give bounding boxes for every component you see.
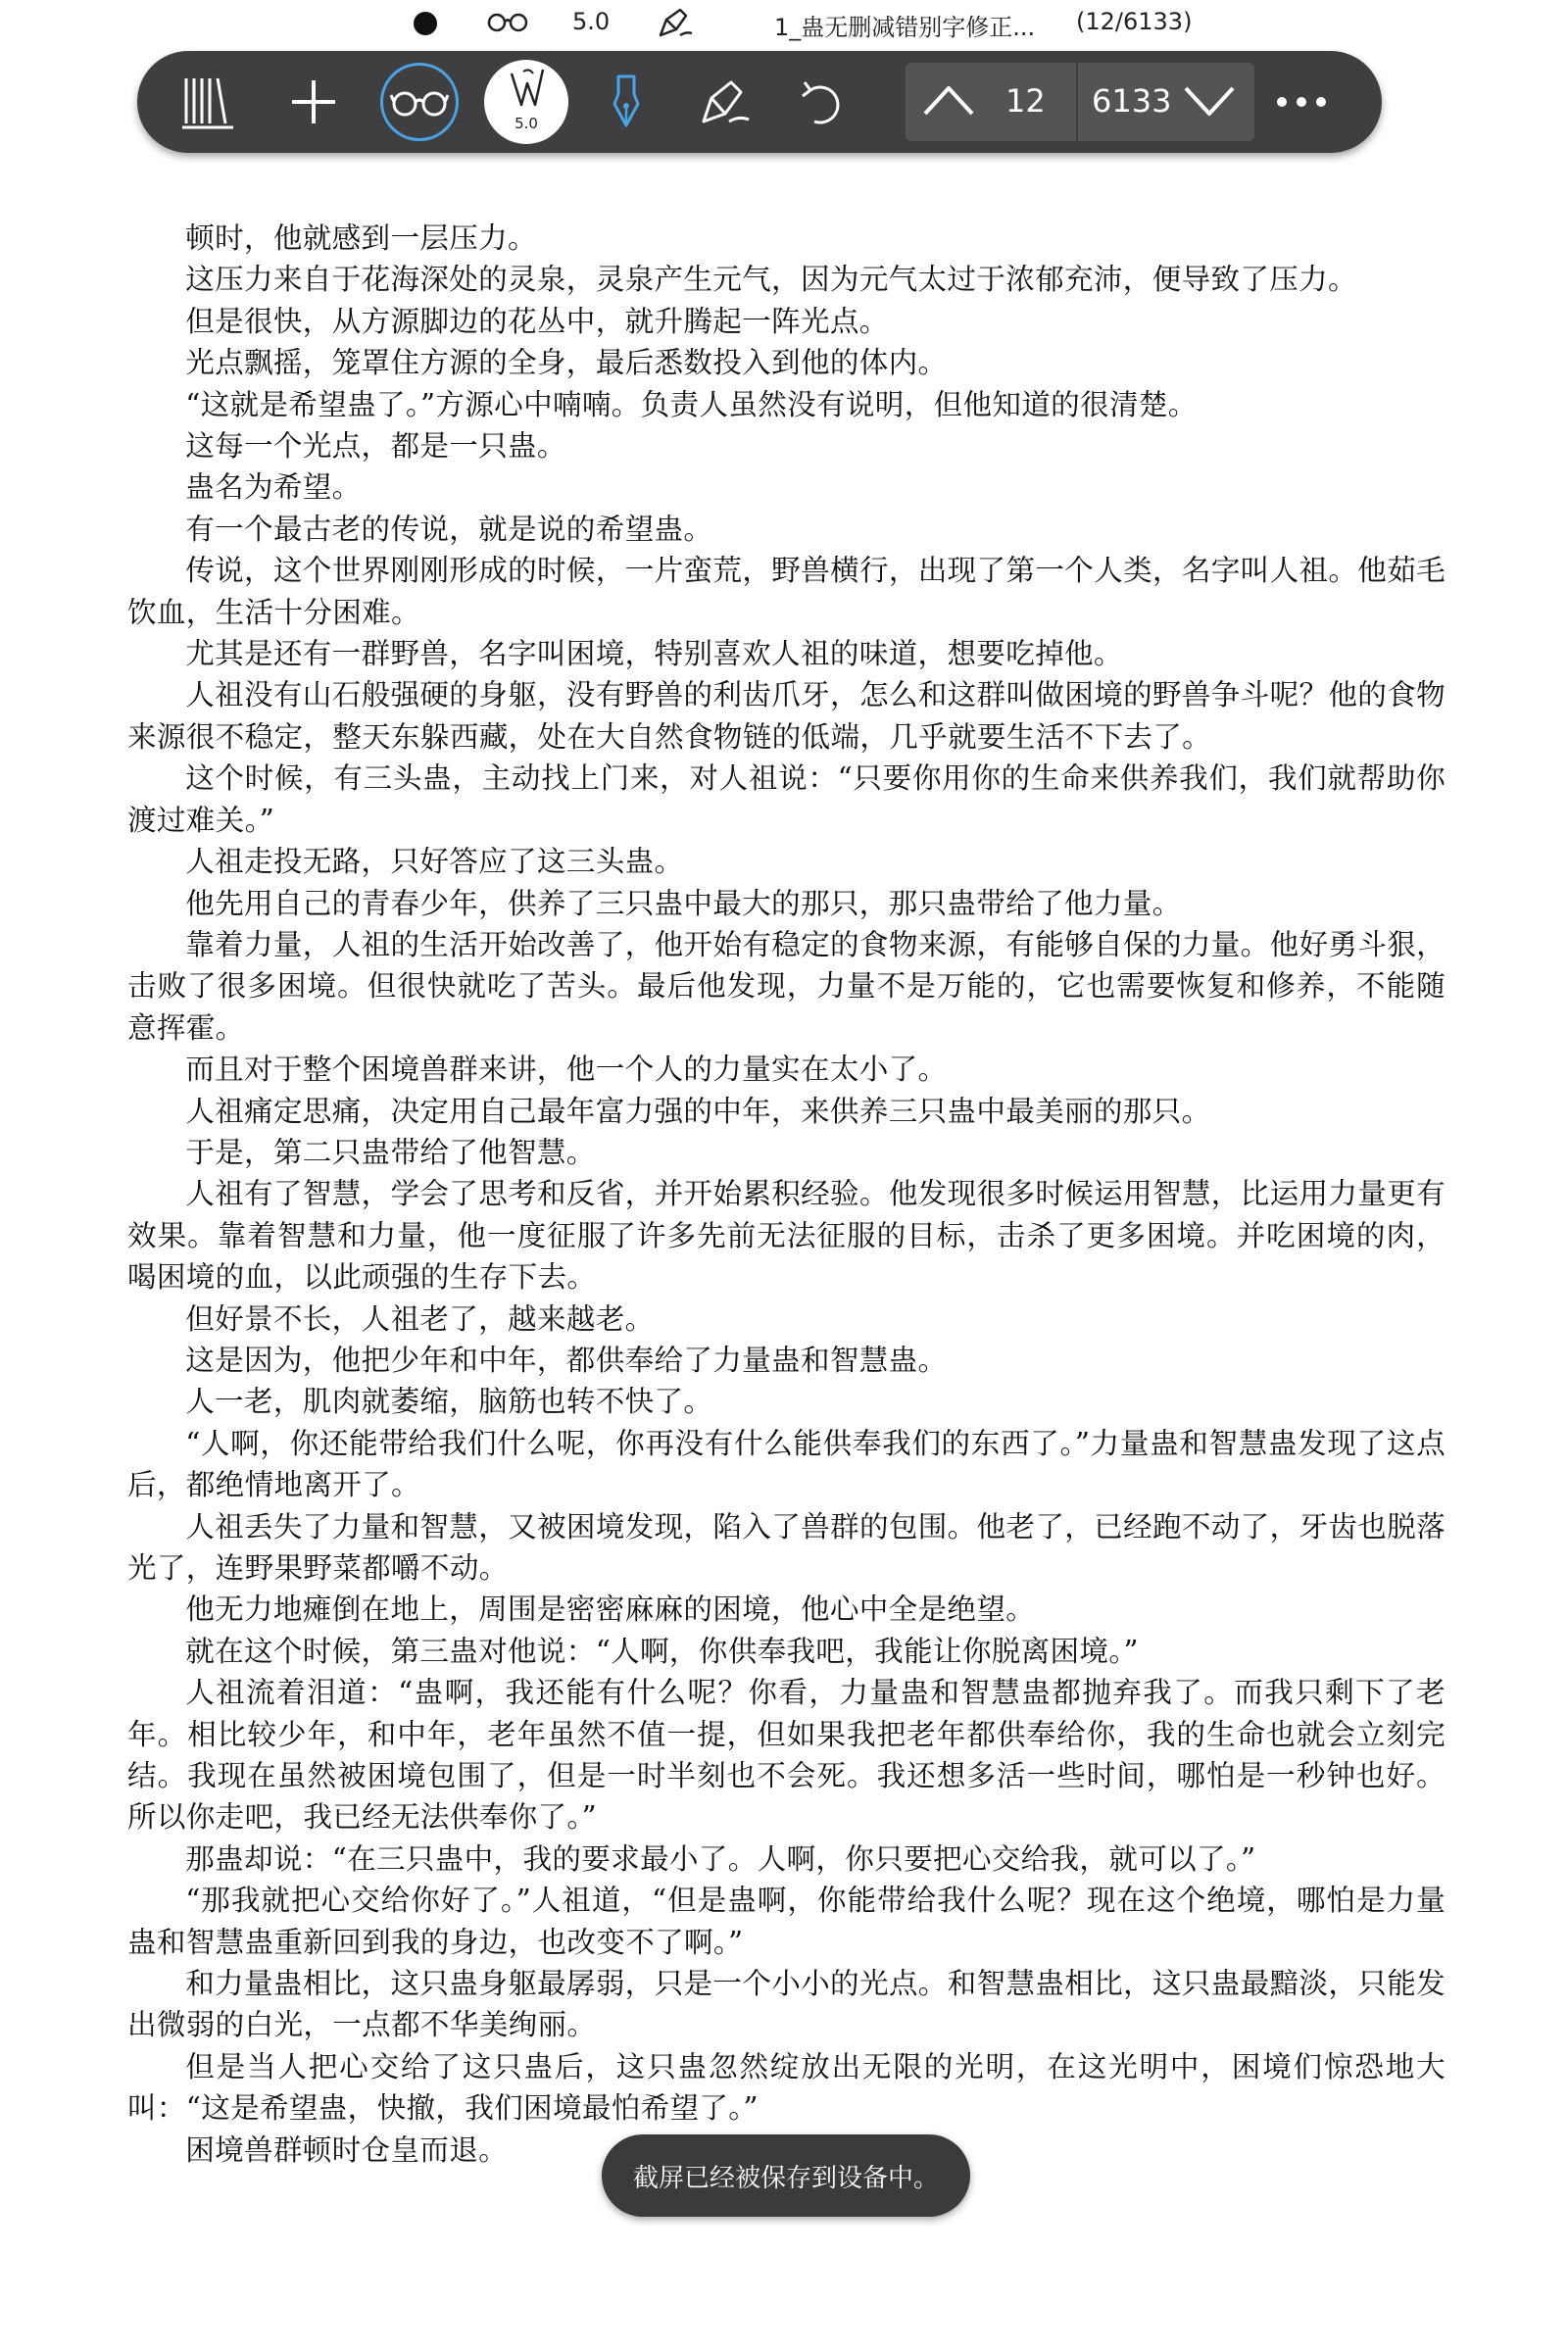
paragraph: 人祖痛定思痛，决定用自己最年富力强的中年，来供养三只蛊中最美丽的那只。 — [185, 1094, 1211, 1128]
paragraph: 人祖没有山石般强硬的身躯，没有野兽的利齿爪牙，怎么和这群叫做困境的野兽争斗呢？他的食物来源很不稳定，整天东躲西藏，处在大自然食物链的低端，几乎就要生活不下去了。 — [127, 678, 1446, 754]
paragraph: “人啊，你还能带给我们什么呢，你再没有什么能供奉我们的东西了。”力量蛊和智慧蛊发现了这点后，都绝情地离开了。 — [127, 1426, 1446, 1502]
paragraph: 那蛊却说：“在三只蛊中，我的要求最小了。人啊，你只要把心交给我，就可以了。” — [185, 1841, 1256, 1876]
paragraph: 但是很快，从方源脚边的花丛中，就升腾起一阵光点。 — [185, 304, 889, 338]
paragraph: 蛊名为希望。 — [185, 470, 362, 505]
pen-icon — [609, 73, 644, 131]
paragraph: “这就是希望蛊了。”方源心中喃喃。负责人虽然没有说明，但他知道的很清楚。 — [185, 387, 1198, 421]
undo-icon — [801, 76, 844, 127]
next-page-button[interactable] — [1180, 78, 1239, 127]
paragraph: “那我就把心交给你好了。”人祖道，“但是蛊啊，你能带给我什么呢？现在这个绝境，哪怕是力量蛊和智慧蛊重新回到我的身边，也改变不了啊。” — [127, 1884, 1446, 1959]
paragraph: 有一个最古老的传说，就是说的希望蛊。 — [185, 512, 713, 546]
paragraph: 他先用自己的青春少年，供养了三只蛊中最大的那只，那只蛊带给了他力量。 — [185, 886, 1182, 920]
paragraph: 这是因为，他把少年和中年，都供奉给了力量蛊和智慧蛊。 — [185, 1343, 948, 1377]
weight-value: 5.0 — [514, 115, 538, 132]
chevron-up-icon — [919, 78, 978, 123]
page-navigator — [906, 63, 1254, 141]
paragraph: 而且对于整个困境兽群来讲，他一个人的力量实在太小了。 — [185, 1053, 948, 1087]
paragraph: 但好景不长，人祖老了，越来越老。 — [185, 1301, 655, 1336]
paragraph: 顿时，他就感到一层压力。 — [185, 221, 537, 255]
glasses-icon — [390, 85, 449, 119]
paragraph: 和力量蛊相比，这只蛊身躯最孱弱，只是一个小小的光点。和智慧蛊相比，这只蛊最黯淡，只能发出微弱的白光，一点都不华美绚丽。 — [127, 1967, 1446, 2042]
paragraph: 人祖流着泪道：“蛊啊，我还能有什么呢？你看，力量蛊和智慧蛊都抛弃我了。而我只剩下了老年。相比较少年，和中年，老年虽然不值一提，但如果我把老年都供奉给你，我的生命也就会立刻完结。我现在虽然被困境包围了，但是一时半刻也不会死。我还想多活一些时间，哪怕是一秒钟也好。所以你走吧，我已经无法供奉你了。” — [127, 1676, 1446, 1835]
status-zoom-value: 5.0 — [572, 8, 611, 35]
paragraph: 人祖有了智慧，学会了思考和反省，并开始累积经验。他发现很多时候运用智慧，比运用力量更有效果。靠着智慧和力量，他一度征服了许多先前无法征服的目标，击杀了更多困境。并吃困境的肉，喝困境的血，以此顽强的生存下去。 — [127, 1177, 1446, 1295]
reading-mode-button[interactable] — [378, 51, 461, 153]
signature-small-icon — [657, 6, 696, 45]
weight-icon — [484, 60, 568, 121]
add-button[interactable] — [274, 51, 353, 153]
more-icon-dot — [1316, 97, 1326, 107]
current-page-field[interactable]: 12 — [1005, 82, 1046, 120]
signature-icon — [698, 76, 753, 127]
pen-button[interactable] — [592, 51, 661, 153]
paragraph: 传说，这个世界刚刚形成的时候，一片蛮荒，野兽横行，出现了第一个人类，名字叫人祖。他茹毛饮血，生活十分困难。 — [127, 554, 1446, 629]
paragraph: 人一老，肌肉就萎缩，脑筋也转不快了。 — [185, 1385, 713, 1419]
paragraph: 人祖丢失了力量和智慧，又被困境发现，陷入了兽群的包围。他老了，已经跑不动了，牙齿也脱落光了，连野果野菜都嚼不动。 — [127, 1509, 1446, 1585]
signature-button[interactable] — [686, 51, 764, 153]
paragraph: 这每一个光点，都是一只蛊。 — [185, 429, 566, 464]
more-button[interactable] — [1262, 51, 1341, 153]
recording-dot-icon — [414, 12, 437, 35]
reader-toolbar — [137, 51, 1382, 153]
undo-button[interactable] — [788, 51, 857, 153]
paragraph: 人祖走投无路，只好答应了这三头蛊。 — [185, 845, 684, 879]
paragraph: 但是当人把心交给了这只蛊后，这只蛊忽然绽放出无限的光明，在这光明中，困境们惊恐地大叫：“这是希望蛊，快撤，我们困境最怕希望了。” — [127, 2049, 1446, 2126]
page-divider — [1076, 63, 1078, 141]
paragraph: 光点飘摇，笼罩住方源的全身，最后悉数投入到他的体内。 — [185, 346, 948, 380]
paragraph: 他无力地瘫倒在地上，周围是密密麻麻的困境，他心中全是绝望。 — [185, 1592, 1036, 1627]
paragraph: 尤其是还有一群野兽，名字叫困境，特别喜欢人祖的味道，想要吃掉他。 — [185, 637, 1123, 671]
screenshot-saved-toast: 截屏已经被保存到设备中。 — [602, 2134, 970, 2217]
status-bar — [0, 0, 1568, 47]
status-page-position: (12/6133) — [1076, 8, 1193, 35]
glasses-small-icon — [486, 8, 529, 41]
chevron-down-icon — [1180, 78, 1239, 123]
previous-page-button[interactable] — [919, 78, 978, 127]
weight-disc — [484, 60, 568, 144]
paragraph: 就在这个时候，第三蛊对他说：“人啊，你供奉我吧，我能让你脱离困境。” — [185, 1634, 1139, 1668]
paragraph: 这个时候，有三头蛊，主动找上门来，对人祖说：“只要你用你的生命来供养我们，我们就帮助你渡过难关。” — [127, 761, 1446, 837]
add-icon — [288, 76, 339, 127]
more-icon — [1277, 97, 1287, 107]
line-weight-button[interactable] — [482, 51, 570, 153]
library-icon — [180, 73, 235, 131]
document-page[interactable] — [127, 218, 1446, 2171]
paragraph: 于是，第二只蛊带给了他智慧。 — [185, 1135, 596, 1169]
more-icon-dot — [1297, 97, 1306, 107]
paragraph: 困境兽群顿时仓皇而退。 — [185, 2132, 509, 2167]
library-button[interactable] — [172, 51, 243, 153]
paragraph: 这压力来自于花海深处的灵泉，灵泉产生元气，因为元气太过于浓郁充沛，便导致了压力。 — [185, 263, 1357, 297]
reading-mode-ring — [380, 63, 459, 141]
total-pages: 6133 — [1092, 82, 1172, 120]
status-document-title: 1_蛊无删减错别字修正... — [774, 14, 1036, 41]
paragraph: 靠着力量，人祖的生活开始改善了，他开始有稳定的食物来源，有能够自保的力量。他好勇斗狠，击败了很多困境。但很快就吃了苦头。最后他发现，力量不是万能的，它也需要恢复和修养，不能随意挥霍。 — [127, 927, 1446, 1045]
